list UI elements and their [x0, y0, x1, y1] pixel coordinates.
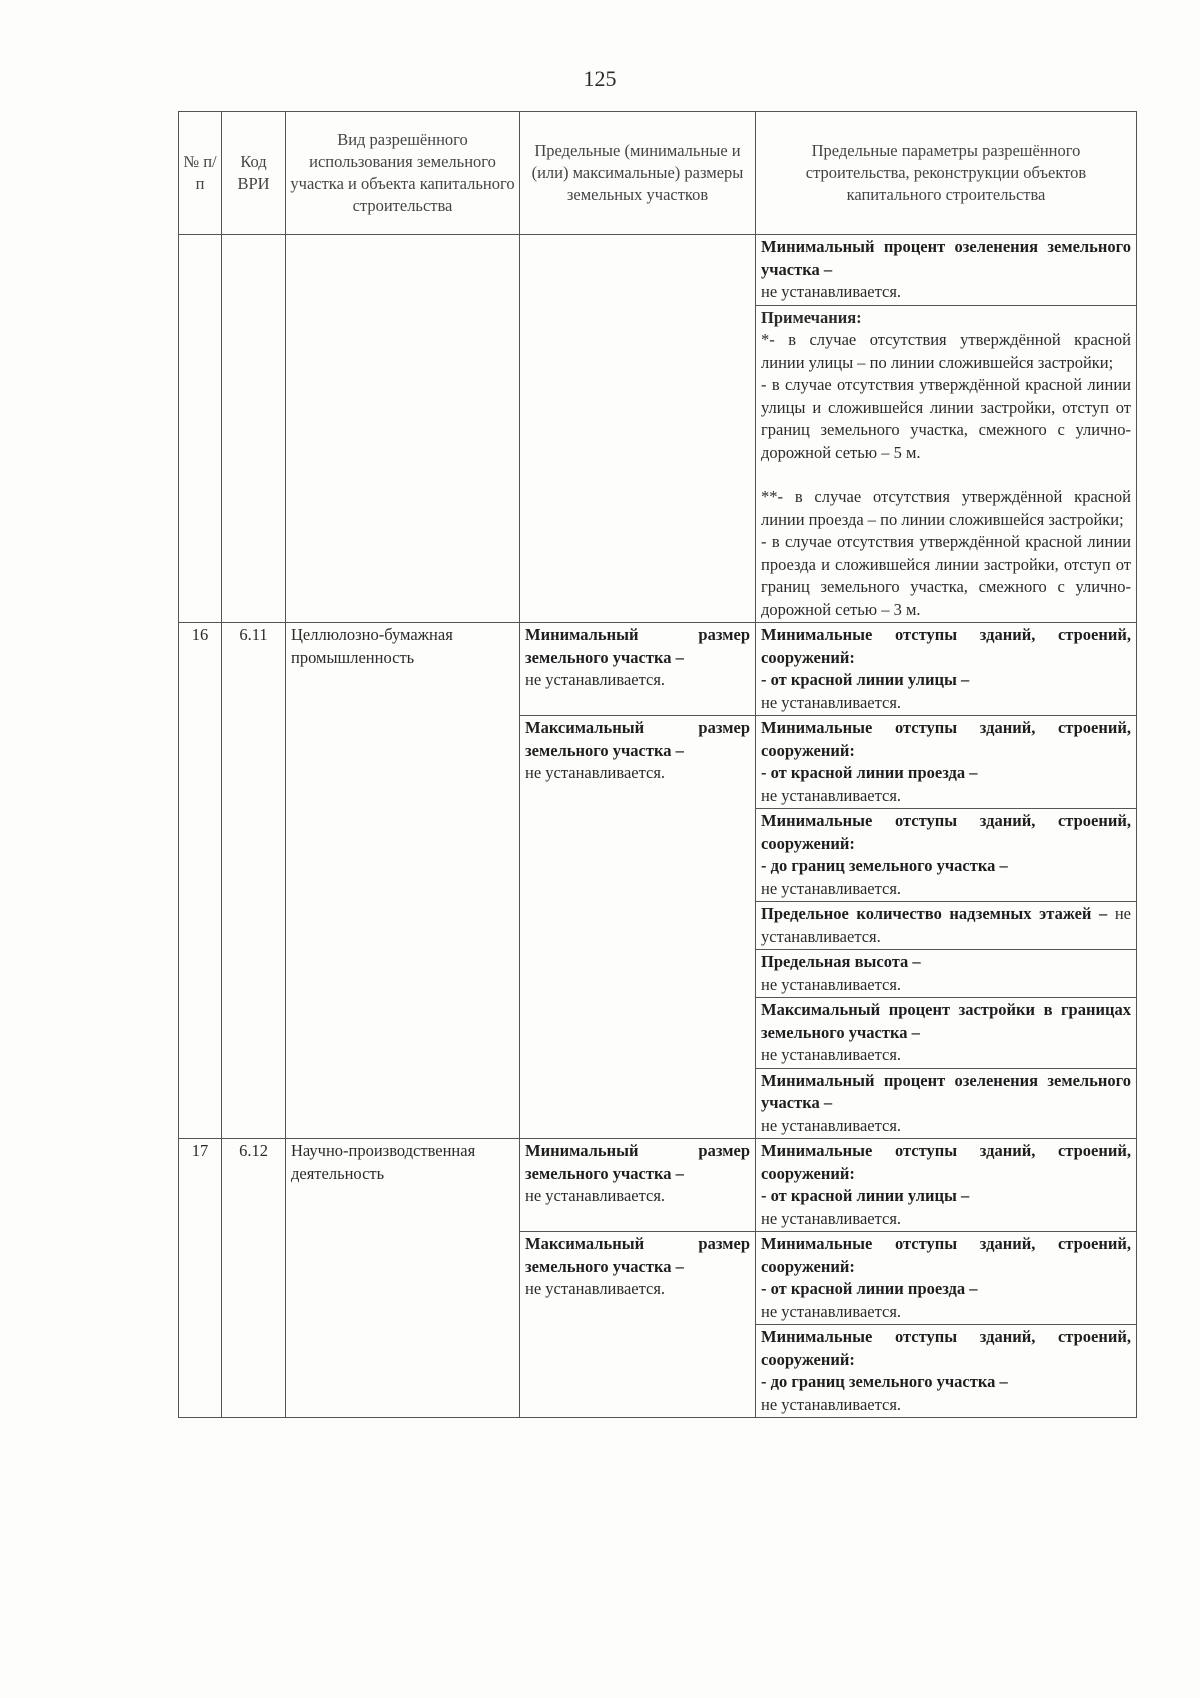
param-title: Минимальные отступы зданий, строений, сооружений: [761, 718, 1131, 760]
param-title: Минимальный размер земельного участка – [525, 625, 750, 667]
param-cell [756, 235, 1137, 306]
cell-code: 6.12 [222, 1139, 286, 1418]
param-cell [756, 1139, 1137, 1232]
param-value: не устанавливается. [761, 1394, 902, 1414]
table-header-row [179, 112, 1137, 235]
param-cell [756, 1232, 1137, 1325]
header-number: № п/п [179, 112, 222, 235]
param-title: Максимальный процент застройки в границах земельного участка – [761, 1000, 1131, 1042]
param-value: не устанавливается. [761, 282, 902, 301]
param-title: Минимальные отступы зданий, строений, сооружений: [761, 1141, 1131, 1183]
param-cell [756, 950, 1137, 998]
cell-number: 17 [179, 1139, 222, 1418]
param-subtitle: - от красной линии улицы – [761, 1186, 970, 1205]
cell-code [222, 235, 286, 623]
param-title: Предельная высота – [761, 952, 921, 971]
param-title: Минимальный процент озеленения земельного участка – [761, 237, 1131, 279]
param-cell [756, 623, 1137, 716]
param-value: не устанавливается. [525, 1186, 666, 1205]
regulations-table [178, 111, 1137, 1418]
header-code: Код ВРИ [222, 112, 286, 235]
table-row [179, 1139, 1137, 1232]
cell-plot-size [520, 235, 756, 623]
note-text: - в случае отсутствия утверждённой красной линии проезда и сложившейся линии застройки, отступ от границ земельного участка, смежного с улично-дорожной сетью – 3 м. [761, 532, 1131, 619]
table-row [179, 623, 1137, 716]
param-title: Максимальный размер земельного участка – [525, 718, 750, 760]
param-title: Минимальные отступы зданий, строений, сооружений: [761, 811, 1131, 853]
note-text: *- в случае отсутствия утверждённой красной линии улицы – по линии сложившейся застройки; [761, 330, 1131, 372]
param-subtitle: - от красной линии улицы – [761, 670, 970, 689]
param-title: Минимальные отступы зданий, строений, сооружений: [761, 1234, 1131, 1276]
param-subtitle: - до границ земельного участка – [761, 1372, 1008, 1391]
table-row [179, 235, 1137, 306]
param-cell [756, 809, 1137, 902]
param-cell [756, 902, 1137, 950]
param-value: не устанавливается. [761, 904, 1131, 946]
param-title: Минимальный процент озеленения земельного участка – [761, 1070, 1131, 1112]
param-subtitle: - от красной линии проезда – [761, 1279, 978, 1298]
page-number: 125 [583, 66, 617, 91]
note-text: **- в случае отсутствия утверждённой красной линии проезда – по линии сложившейся застройки; [761, 487, 1131, 529]
header-use-type: Вид разрешённого использования земельного участка и объекта капитального строительства [286, 112, 520, 235]
param-subtitle: - от красной линии проезда – [761, 763, 978, 782]
param-value: не устанавливается. [761, 1301, 902, 1321]
cell-number [179, 235, 222, 623]
cell-code: 6.11 [222, 623, 286, 1139]
cell-max-plot-size [520, 716, 756, 1139]
param-value: не устанавливается. [525, 670, 666, 689]
param-cell [756, 1068, 1137, 1139]
param-cell [756, 998, 1137, 1069]
param-value: не устанавливается. [761, 974, 902, 994]
param-value: не устанавливается. [761, 692, 902, 712]
cell-min-plot-size [520, 623, 756, 716]
notes-title: Примечания: [761, 307, 862, 327]
cell-use-type [286, 235, 520, 623]
cell-min-plot-size [520, 1139, 756, 1232]
param-title: Минимальные отступы зданий, строений, сооружений: [761, 625, 1131, 667]
cell-max-plot-size [520, 1232, 756, 1418]
param-cell [756, 1325, 1137, 1418]
param-value: не устанавливается. [761, 1115, 902, 1135]
param-value: не устанавливается. [525, 763, 666, 782]
param-value: не устанавливается. [761, 1045, 902, 1064]
param-title: Минимальные отступы зданий, строений, сооружений: [761, 1327, 1131, 1369]
param-value: не устанавливается. [761, 1208, 902, 1228]
cell-number: 16 [179, 623, 222, 1139]
cell-use-type: Целлюлозно-бумажная промышленность [286, 623, 520, 1139]
param-title: Минимальный размер земельного участка – [525, 1141, 750, 1183]
header-plot-sizes: Предельные (минимальные и (или) максимальные) размеры земельных участков [520, 112, 756, 235]
param-value: не устанавливается. [761, 785, 902, 805]
param-subtitle: - до границ земельного участка – [761, 856, 1008, 875]
param-value: не устанавливается. [761, 878, 902, 898]
param-value: не устанавливается. [525, 1279, 666, 1298]
notes-cell [756, 305, 1137, 623]
param-title: Максимальный размер земельного участка – [525, 1234, 750, 1276]
header-parameters: Предельные параметры разрешённого строительства, реконструкции объектов капитального строительства [756, 112, 1137, 235]
param-title: Предельное количество надземных этажей – [761, 904, 1108, 923]
param-cell [756, 716, 1137, 809]
cell-use-type: Научно-производственная деятельность [286, 1139, 520, 1418]
note-text: - в случае отсутствия утверждённой красной линии улицы и сложившейся линии застройки, отступ от границ земельного участка, смежного с улично-дорожной сетью – 5 м. [761, 375, 1131, 462]
